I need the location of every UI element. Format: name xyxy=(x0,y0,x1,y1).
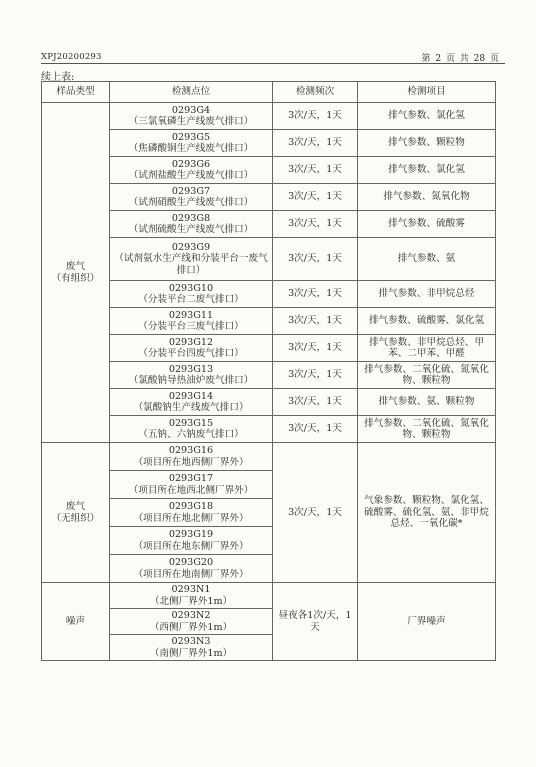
table-row xyxy=(42,211,496,238)
header-rule xyxy=(41,63,505,64)
items-cell: 排气参数、氯化氢 xyxy=(358,103,496,130)
items-cell: 排气参数、氯化氢 xyxy=(358,157,496,184)
page-number: 第 2 页 共 28 页 xyxy=(421,54,499,64)
frequency-cell: 3次/天，1天 xyxy=(273,362,358,389)
table-row xyxy=(42,103,496,130)
frequency-cell: 3次/天，1天 xyxy=(273,184,358,211)
items-cell: 排气参数、硫酸雾 xyxy=(358,211,496,238)
table-row xyxy=(42,335,496,362)
point-cell: 0293G14 （氯酸钠生产线废气排口） xyxy=(110,389,273,416)
items-cell: 排气参数、氨 xyxy=(358,238,496,281)
point-cell: 0293G6 （试剂盐酸生产线废气排口） xyxy=(110,157,273,184)
point-cell: 0293G18 （项目所在地北侧厂界外） xyxy=(110,499,273,527)
point-cell: 0293G19 （项目所在地东侧厂界外） xyxy=(110,527,273,555)
point-cell: 0293G4 （三氯氧磷生产线废气排口） xyxy=(110,103,273,130)
point-cell: 0293G8 （试剂硫酸生产线废气排口） xyxy=(110,211,273,238)
frequency-cell: 3次/天，1天 xyxy=(273,443,358,583)
document-id: XPJ20200293 xyxy=(41,52,102,62)
point-cell: 0293G17 （项目所在地西北侧厂界外） xyxy=(110,471,273,499)
point-cell: 0293G12 （分装平台四废气排口） xyxy=(110,335,273,362)
frequency-cell: 3次/天，1天 xyxy=(273,308,358,335)
table-row xyxy=(42,443,496,471)
sample-type-cell: 噪声 xyxy=(42,583,110,661)
point-cell: 0293G5 （焦磷酸铜生产线废气排口） xyxy=(110,130,273,157)
items-cell: 排气参数、二氧化硫、氮氧化物、颗粒物 xyxy=(358,416,496,443)
frequency-cell: 3次/天，1天 xyxy=(273,389,358,416)
point-cell: 0293G16 （项目所在地西侧厂界外） xyxy=(110,443,273,471)
frequency-cell: 3次/天，1天 xyxy=(273,238,358,281)
items-cell: 排气参数、硫酸雾、氯化氢 xyxy=(358,308,496,335)
sample-type-cell: 废气 （无组织） xyxy=(42,443,110,583)
table-row xyxy=(42,416,496,443)
sample-type-cell: 废气 （有组织） xyxy=(42,103,110,443)
point-cell: 0293G9 （试剂氨水生产线和分装平台一废气排口） xyxy=(110,238,273,281)
table-header-row xyxy=(42,82,496,103)
frequency-cell: 3次/天，1天 xyxy=(273,157,358,184)
table-row xyxy=(42,157,496,184)
point-cell: 0293G7 （试剂硝酸生产线废气排口） xyxy=(110,184,273,211)
items-cell: 厂界噪声 xyxy=(358,583,496,661)
frequency-cell: 3次/天，1天 xyxy=(273,211,358,238)
point-cell: 0293G11 （分装平台三废气排口） xyxy=(110,308,273,335)
table-row xyxy=(42,184,496,211)
monitoring-table xyxy=(41,81,496,661)
items-cell: 排气参数、非甲烷总烃 xyxy=(358,281,496,308)
table-row xyxy=(42,583,496,609)
frequency-cell: 3次/天，1天 xyxy=(273,335,358,362)
point-cell: 0293G13 （氯酸钠导热油炉废气排口） xyxy=(110,362,273,389)
items-cell: 气象参数、颗粒物、氯化氢、硫酸雾、硫化氢、氨、非甲烷总烃、一氧化碳* xyxy=(358,443,496,583)
frequency-cell: 昼夜各1次/天，1天 xyxy=(273,583,358,661)
table-row xyxy=(42,130,496,157)
point-cell: 0293G15 （五钠、六钠废气排口） xyxy=(110,416,273,443)
table-body xyxy=(42,103,496,661)
point-cell: 0293N3 （南侧厂界外1m） xyxy=(110,635,273,661)
items-cell: 排气参数、二氧化硫、氮氧化物、颗粒物 xyxy=(358,362,496,389)
point-cell: 0293N2 （西侧厂界外1m） xyxy=(110,609,273,635)
column-header-items: 检测项目 xyxy=(358,82,496,103)
items-cell: 排气参数、非甲烷总烃、甲苯、二甲苯、甲醛 xyxy=(358,335,496,362)
point-cell: 0293N1 （北侧厂界外1m） xyxy=(110,583,273,609)
frequency-cell: 3次/天，1天 xyxy=(273,416,358,443)
items-cell: 排气参数、颗粒物 xyxy=(358,130,496,157)
table-row xyxy=(42,308,496,335)
column-header-frequency: 检测频次 xyxy=(273,82,358,103)
table-row xyxy=(42,389,496,416)
table-row xyxy=(42,238,496,281)
frequency-cell: 3次/天，1天 xyxy=(273,281,358,308)
column-header-point: 检测点位 xyxy=(110,82,273,103)
items-cell: 排气参数、氨、颗粒物 xyxy=(358,389,496,416)
continued-label: 续上表: xyxy=(41,72,75,83)
table-row xyxy=(42,362,496,389)
table-row xyxy=(42,281,496,308)
frequency-cell: 3次/天，1天 xyxy=(273,103,358,130)
point-cell: 0293G10 （分装平台二废气排口） xyxy=(110,281,273,308)
column-header-sample-type: 样品类型 xyxy=(42,82,110,103)
point-cell: 0293G20 （项目所在地南侧厂界外） xyxy=(110,555,273,583)
items-cell: 排气参数、氮氧化物 xyxy=(358,184,496,211)
frequency-cell: 3次/天，1天 xyxy=(273,130,358,157)
